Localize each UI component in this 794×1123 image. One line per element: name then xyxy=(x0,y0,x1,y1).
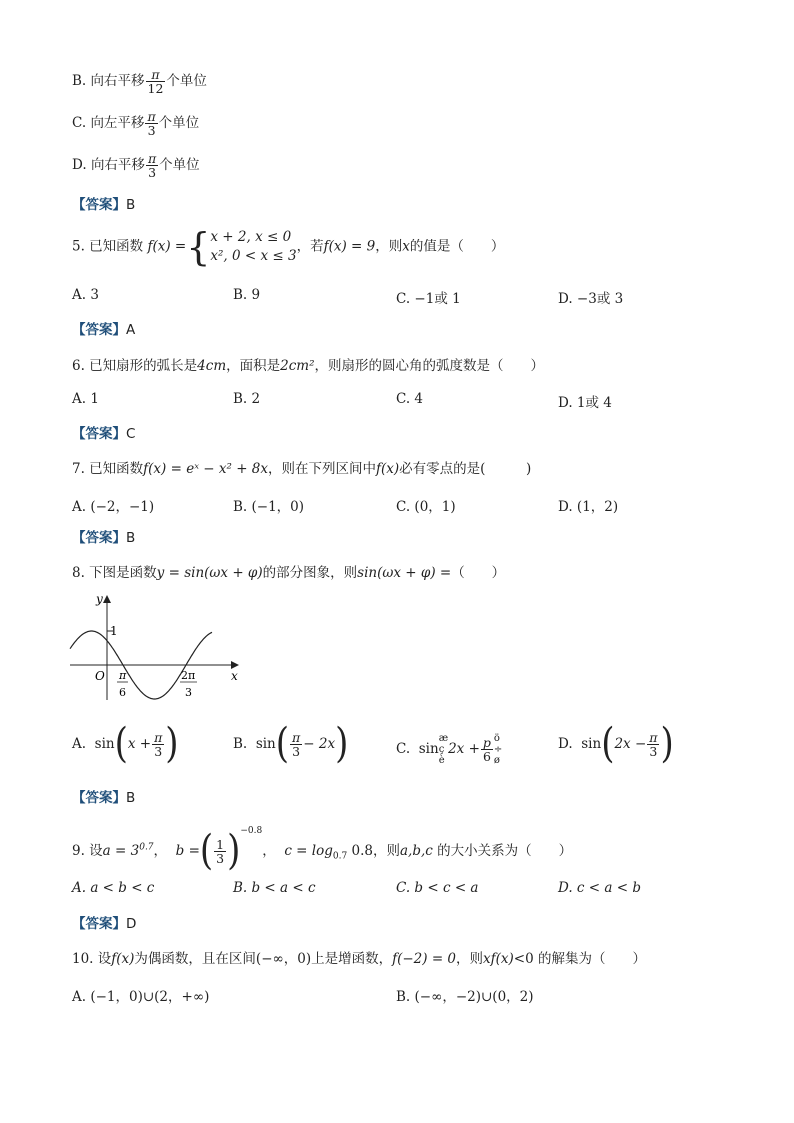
question-text: 5. 已知函数 xyxy=(72,238,144,255)
tick1-denominator: 6 xyxy=(119,686,126,699)
fraction-numerator: π xyxy=(292,729,301,745)
answer-value: A xyxy=(126,322,136,338)
answer-label: 【答案】 xyxy=(72,916,126,932)
math-expression: f(x) = xyxy=(147,238,187,255)
glyph: ø xyxy=(493,755,500,766)
garbled-paren-left xyxy=(439,733,448,766)
q7-option-c: C. (0，1) xyxy=(396,499,456,515)
math-expression: c = log xyxy=(284,843,333,859)
exponent: −0.8 xyxy=(240,826,263,836)
question-7 xyxy=(72,457,531,477)
log-argument: 0.8 xyxy=(351,843,373,859)
question-text: 6. 已知扇形的弧长是 xyxy=(72,358,198,374)
math-expression: a = 3 xyxy=(102,843,140,859)
q7-option-b: B. (−1，0) xyxy=(233,499,305,515)
q6-option-a: A. 1 xyxy=(72,391,99,407)
option-prefix: B. xyxy=(72,73,87,90)
sine-graph xyxy=(66,590,246,708)
fraction-denominator: 3 xyxy=(216,851,225,866)
fraction-denominator: 3 xyxy=(147,123,156,139)
q9-option-d: D. c < a < b xyxy=(558,880,641,896)
case-2: x², 0 < x ≤ 3 xyxy=(210,247,297,264)
brace: { xyxy=(186,224,211,269)
origin-label: O xyxy=(95,669,105,683)
answer-value: B xyxy=(126,530,136,546)
answer-value: B xyxy=(126,790,136,806)
option-text: 个单位 xyxy=(159,157,200,174)
y-label: y xyxy=(96,592,103,606)
math-expression: f(x) = eˣ − x² + 8x xyxy=(143,461,269,477)
math-expression: f(x) xyxy=(376,461,400,477)
option-text: 个单位 xyxy=(166,73,207,90)
question-9: 9. 设$a = 3^{0.7}$， b =( $\frac{1}{3}$ )$^{-0.8}$， $c = \log_{0.7} 0.8$，则a,b,c 的大小关系为（ ） xyxy=(72,826,573,876)
question-text: ，面积是 xyxy=(226,358,281,374)
question-text: 8. 下图是函数 xyxy=(72,565,157,581)
q8-option-a xyxy=(72,719,179,768)
fraction xyxy=(145,110,157,137)
fraction-denominator: 6 xyxy=(482,749,491,764)
option-prefix: D. xyxy=(72,157,87,174)
fraction xyxy=(647,731,659,758)
question-text: 必有零点的是( ) xyxy=(399,461,532,477)
paren-right: ) xyxy=(227,827,241,876)
function-name: sin xyxy=(255,735,276,752)
fraction-denominator: 3 xyxy=(148,165,157,181)
fraction-numerator: π xyxy=(147,109,156,124)
answer-value: C xyxy=(126,426,136,442)
q10-option-b: B. (−∞，−2)∪(0，2) xyxy=(396,989,534,1005)
answer-label: 【答案】 xyxy=(72,197,126,213)
option-prefix: C. xyxy=(396,741,411,757)
option-prefix: D. xyxy=(558,735,573,752)
function-name: sin xyxy=(418,741,439,757)
question-text: ，则 xyxy=(456,951,484,967)
math-expression: f(x) xyxy=(111,951,135,967)
question-8 xyxy=(72,561,505,581)
fraction-denominator: 3 xyxy=(154,743,163,759)
fraction-numerator: π xyxy=(147,151,157,166)
answer-value: B xyxy=(126,197,136,213)
q7-option-d: D. (1，2) xyxy=(558,499,619,515)
answer-label: 【答案】 xyxy=(72,426,126,442)
paren-left: ( xyxy=(199,827,214,876)
q6-option-d: D. 1或 4 xyxy=(558,395,612,411)
math-expression: f(x) = 9 xyxy=(323,238,376,255)
paren-right: ) xyxy=(660,719,674,768)
math-expression: 2x − xyxy=(614,735,647,752)
question-text: 9. 设 xyxy=(72,843,103,859)
paren-right: ) xyxy=(335,719,349,768)
glyph: æ xyxy=(438,733,449,744)
math-expression: f(−2) = 0 xyxy=(392,951,457,967)
math-expression: a,b,c xyxy=(399,843,433,859)
fraction xyxy=(152,731,164,758)
fraction xyxy=(290,731,302,758)
fraction-denominator: 3 xyxy=(649,743,658,759)
option-prefix: A. xyxy=(72,735,87,752)
fraction xyxy=(214,838,226,865)
fraction xyxy=(481,736,493,763)
x-label: x xyxy=(231,669,238,683)
q5-option-b: B. 9 xyxy=(233,287,261,303)
paren-left: ( xyxy=(275,719,290,768)
fraction-numerator: p xyxy=(482,734,491,750)
question-text: 7. 已知函数 xyxy=(72,461,144,477)
question-text: 10. 设 xyxy=(72,951,112,967)
answer-value: D xyxy=(126,916,137,932)
case-1: x + 2, x ≤ 0 xyxy=(210,229,292,245)
answer-q7 xyxy=(72,526,135,546)
tick2-denominator: 3 xyxy=(185,686,192,699)
fraction-numerator: π xyxy=(154,729,163,745)
math-expression: x + xyxy=(127,735,152,752)
option-prefix: C. xyxy=(72,115,87,132)
garbled-paren-right xyxy=(494,733,502,766)
fraction-denominator: 12 xyxy=(147,81,164,97)
option-text: 向右平移 xyxy=(90,157,145,174)
question-text: （ ） xyxy=(451,565,506,581)
question-text: ，若 xyxy=(296,238,324,255)
answer-q6 xyxy=(72,422,135,442)
paren-left: ( xyxy=(114,719,128,768)
question-10 xyxy=(72,947,646,967)
q8-option-b xyxy=(233,719,349,768)
y-one-label: 1 xyxy=(110,624,118,638)
answer-label: 【答案】 xyxy=(72,790,126,806)
option-text: 向右平移 xyxy=(90,73,145,90)
question-text: ，则在下列区间中 xyxy=(268,461,377,477)
question-text: 的值是（ ） xyxy=(409,238,505,255)
question-text: ，则扇形的圆心角的弧度数是（ ） xyxy=(314,358,544,374)
option-text: 向左平移 xyxy=(90,115,145,132)
fraction-numerator: 1 xyxy=(216,836,225,852)
question-text: <0 的解集为（ ） xyxy=(513,951,646,967)
option-text: 个单位 xyxy=(158,115,200,132)
answer-label: 【答案】 xyxy=(72,322,126,338)
q8-option-d xyxy=(558,719,674,768)
math-expression: b = xyxy=(175,843,200,859)
q6-option-b: B. 2 xyxy=(233,391,261,407)
glyph: è xyxy=(438,755,445,766)
question-5 xyxy=(72,224,505,269)
question-text: ，则 xyxy=(375,238,403,255)
answer-q4 xyxy=(72,193,135,213)
glyph: ç xyxy=(438,744,445,755)
q4-option-b xyxy=(72,68,207,95)
glyph: ÷ xyxy=(493,744,503,755)
paren-right: ) xyxy=(165,719,179,768)
math-expression: − 2x xyxy=(303,735,336,752)
math-expression: 4cm xyxy=(197,358,227,374)
option-prefix: B. xyxy=(233,735,248,752)
answer-q8 xyxy=(72,786,135,806)
math-expression: 2cm² xyxy=(280,358,315,374)
answer-q9 xyxy=(72,912,136,932)
question-text: ，则 xyxy=(372,843,400,859)
q5-option-a: A. 3 xyxy=(72,287,99,303)
question-6 xyxy=(72,354,544,374)
q9-option-c: C. b < c < a xyxy=(396,880,479,896)
q7-option-a: A. (−2，−1) xyxy=(72,499,155,515)
question-text: 的大小关系为（ ） xyxy=(437,843,573,859)
q9-option-b: B. b < a < c xyxy=(233,880,316,896)
math-expression: x xyxy=(402,238,410,255)
q4-option-d xyxy=(72,152,200,179)
tick2-numerator: 2π xyxy=(181,669,196,682)
fraction-denominator: 3 xyxy=(292,743,301,759)
fraction-numerator: π xyxy=(146,68,166,82)
exponent: 0.7 xyxy=(139,842,154,853)
glyph: ö xyxy=(493,733,500,744)
paren-left: ( xyxy=(601,719,615,768)
math-expression: xf(x) xyxy=(483,951,514,967)
question-text: 的部分图象，则 xyxy=(262,565,358,581)
answer-q5 xyxy=(72,318,135,338)
log-base: 0.7 xyxy=(332,851,348,862)
fraction xyxy=(146,68,166,95)
q4-option-c xyxy=(72,110,199,137)
math-expression: sin(ωx + φ) = xyxy=(357,565,452,581)
q8-option-c xyxy=(396,733,502,766)
q10-option-a: A. (−1，0)∪(2，+∞) xyxy=(72,989,210,1005)
answer-label: 【答案】 xyxy=(72,530,126,546)
function-name: sin xyxy=(94,735,115,752)
q5-option-d: D. −3或 3 xyxy=(558,291,624,307)
math-expression: y = sin(ωx + φ) xyxy=(156,565,263,581)
q9-option-a: A. a < b < c xyxy=(72,880,155,896)
q5-option-c: C. −1或 1 xyxy=(396,291,461,307)
fraction-numerator: π xyxy=(649,729,658,745)
piecewise-cases xyxy=(210,228,296,266)
fraction xyxy=(146,152,158,179)
function-name: sin xyxy=(581,735,602,752)
q6-option-c: C. 4 xyxy=(396,391,424,407)
tick1-numerator: π xyxy=(119,669,127,682)
question-text: 为偶函数，且在区间 xyxy=(134,951,256,967)
math-expression: 2x + xyxy=(448,741,480,757)
math-expression: (−∞，0) xyxy=(255,951,312,967)
question-text: 上是增函数， xyxy=(311,951,393,967)
